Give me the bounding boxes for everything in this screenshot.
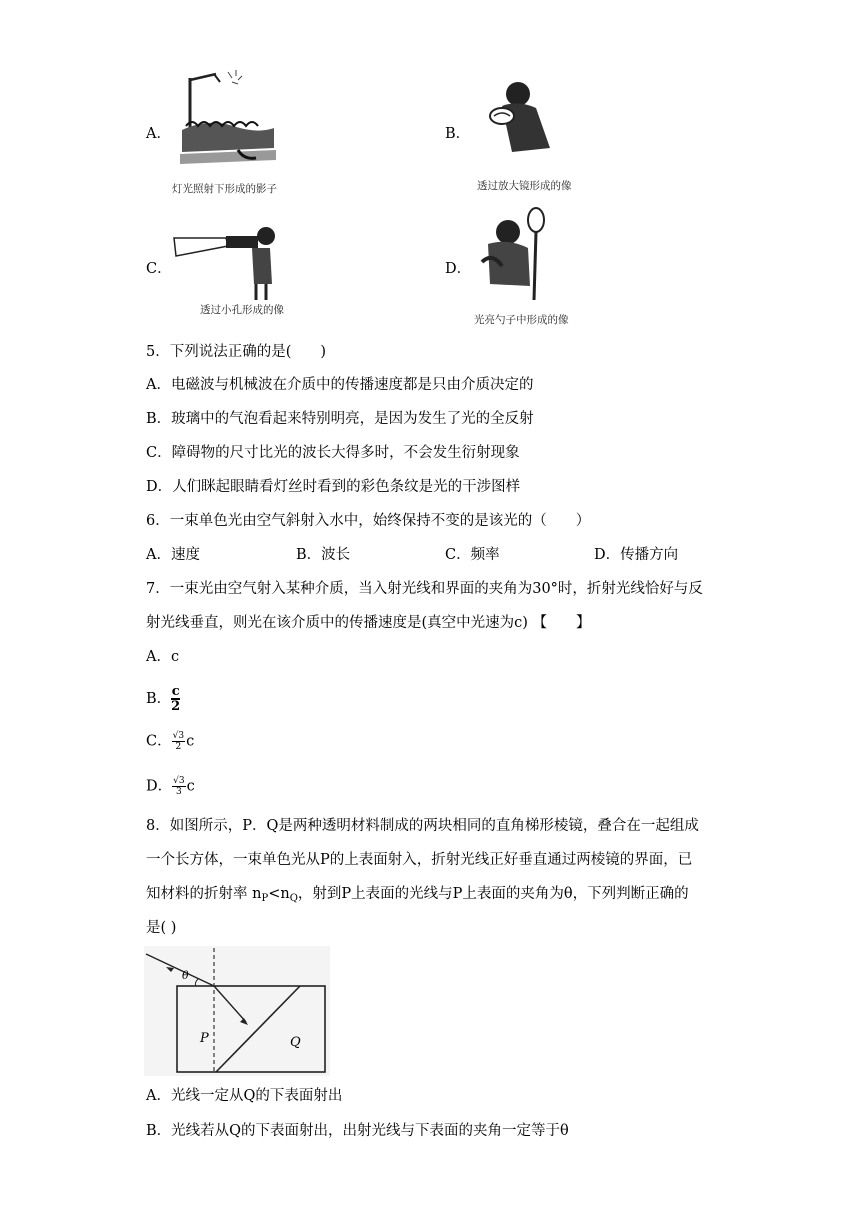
p-label: P [200, 1031, 209, 1046]
q8-option-b: B．光线若从Q的下表面射出，出射光线与下表面的夹角一定等于θ [146, 1123, 569, 1139]
q7-stem-line1: 7．一束光由空气射入某种介质，当入射光线和界面的夹角为30°时，折射光线恰好与反 [146, 581, 703, 597]
q5-option-c: C．障碍物的尺寸比光的波长大得多时，不会发生衍射现象 [146, 445, 520, 461]
q5-option-a: A．电磁波与机械波在介质中的传播速度都是只由介质决定的 [146, 377, 534, 393]
prism-figure [144, 946, 330, 1076]
q7-option-d: D． $\frac{√3}{3}$ c [146, 776, 195, 797]
q4-option-c-caption: 透过小孔形成的像 [200, 304, 284, 316]
q4-option-c-letter: C． [146, 261, 172, 277]
q4-option-b-caption: 透过放大镜形成的像 [477, 180, 572, 192]
q6-stem: 6．一束单色光由空气斜射入水中，始终保持不变的是该光的（ ） [146, 513, 591, 529]
q4-option-a-caption: 灯光照射下形成的影子 [172, 183, 277, 195]
q7-option-b [146, 685, 180, 713]
q4-option-a-letter: A． [146, 126, 171, 142]
q7-stem-line2: 射光线垂直，则光在该介质中的传播速度是(真空中光速为c) 【 】 [146, 615, 591, 631]
q7-option-b-fraction: $\frac{c}{2}$ [171, 684, 181, 714]
q8-stem-line3: 知材料的折射率 $n_P<n_Q$，射到P上表面的光线与P上表面的夹角为θ，下列判断正确的 [146, 886, 689, 904]
lamp-shadow-figure [178, 68, 278, 173]
q6-option-c: C．频率 [445, 547, 500, 563]
q7-option-a: A．c [146, 649, 180, 665]
q8-stem-line1: 8．如图所示，P．Q是两种透明材料制成的两块相同的直角梯形棱镜，叠合在一起组成 [146, 818, 699, 834]
q7-option-d-letter: D． [146, 778, 173, 795]
q6-option-b: B．波长 [296, 547, 351, 563]
q6-option-d: D．传播方向 [594, 547, 679, 563]
q4-option-d-letter: D． [445, 261, 472, 277]
q5-option-d: D．人们眯起眼睛看灯丝时看到的彩色条纹是光的干涉图样 [146, 479, 521, 495]
q7-option-c-letter: C． [146, 733, 172, 750]
q7-option-d-fraction: $\frac{√3}{3}$ [173, 776, 185, 797]
magnifier-figure [488, 78, 568, 158]
theta-label: θ [182, 969, 189, 982]
spoon-figure [478, 204, 558, 308]
q8-option-a: A．光线一定从Q的下表面射出 [146, 1088, 343, 1104]
q8-stem-line4: 是( ) [146, 920, 177, 936]
q8-stem-line2: 一个长方体，一束单色光从P的上表面射入，折射光线正好垂直通过两棱镜的界面，已 [146, 852, 693, 868]
q4-option-d-caption: 光亮勺子中形成的像 [474, 314, 569, 326]
q5-stem: 5．下列说法正确的是( ) [146, 344, 327, 360]
q5-option-b: B．玻璃中的气泡看起来特别明亮，是因为发生了光的全反射 [146, 411, 534, 427]
q7-option-c: C． $\frac{√3}{2}$ c [146, 731, 195, 752]
q7-option-c-fraction: $\frac{√3}{2}$ [172, 731, 185, 752]
q4-option-b-letter: B． [445, 126, 471, 142]
q6-option-a: A．速度 [146, 547, 200, 563]
q7-option-b-letter: B． [146, 691, 172, 707]
q-label: Q [290, 1035, 301, 1050]
pinhole-figure [170, 222, 280, 304]
